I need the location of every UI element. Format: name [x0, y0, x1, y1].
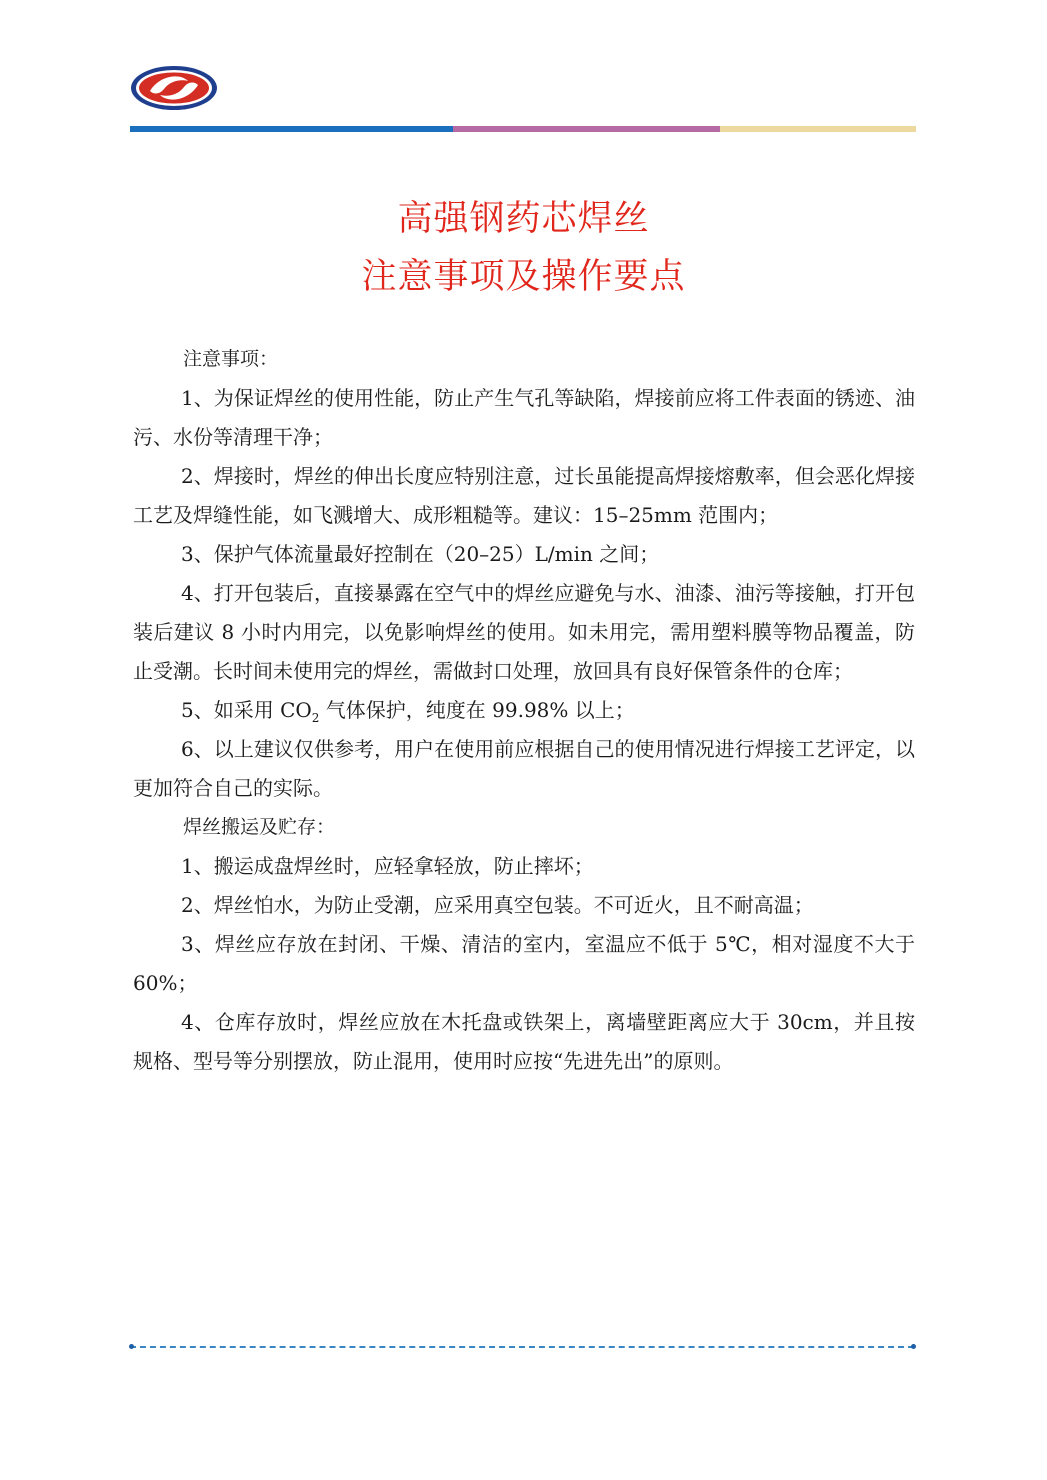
list-item: 4、打开包装后，直接暴露在空气中的焊丝应避免与水、油漆、油污等接触，打开包装后建议 8 小时内用完，以免影响焊丝的使用。如未用完，需用塑料膜等物品覆盖，防止受潮。长时间未使用完的焊丝，需做封口处理，放回具有良好保管条件的仓库；	[133, 581, 915, 683]
section-handling-storage	[133, 808, 915, 1081]
header-bar-beige-segment	[720, 126, 916, 132]
list-item: 2、焊丝怕水，为防止受潮，应采用真空包装。不可近火，且不耐高温；	[181, 893, 814, 917]
company-logo-icon	[130, 65, 218, 111]
list-item: 1、为保证焊丝的使用性能，防止产生气孔等缺陷，焊接前应将工件表面的锈迹、油污、水份等清理干净；	[133, 386, 915, 449]
footer-divider-dot-right	[911, 1344, 916, 1349]
header-bar-blue-segment	[130, 126, 453, 132]
document-body	[133, 340, 915, 1081]
list-item: 6、以上建议仅供参考，用户在使用前应根据自己的使用情况进行焊接工艺评定，以更加符合自己的实际。	[133, 737, 915, 800]
list-item: 2、焊接时，焊丝的伸出长度应特别注意，过长虽能提高焊接熔敷率，但会恶化焊接工艺及焊缝性能，如飞溅增大、成形粗糙等。建议：15–25mm 范围内；	[133, 464, 915, 527]
section-heading: 注意事项：	[183, 348, 279, 370]
section-precautions	[133, 340, 915, 808]
footer-divider-dot-left	[129, 1344, 134, 1349]
item-text-suffix: 气体保护，纯度在 99.98% 以上；	[319, 698, 635, 722]
list-item: 3、保护气体流量最好控制在（20–25）L/min 之间；	[181, 542, 660, 566]
item-text-prefix: 5、如采用 CO	[181, 698, 312, 722]
header-color-bar	[130, 126, 916, 132]
list-item	[133, 691, 915, 730]
footer-divider	[130, 1346, 914, 1348]
header-bar-purple-segment	[453, 126, 720, 132]
subscript: 2	[311, 711, 320, 725]
section-heading: 焊丝搬运及贮存：	[183, 816, 336, 838]
title-line-2: 注意事项及操作要点	[361, 257, 686, 297]
list-item: 3、焊丝应存放在封闭、干燥、清洁的室内，室温应不低于 5℃，相对湿度不大于 60%；	[133, 932, 915, 995]
list-item: 1、搬运成盘焊丝时，应轻拿轻放，防止摔坏；	[181, 854, 594, 878]
document-title	[0, 190, 1047, 306]
title-line-1: 高强钢药芯焊丝	[397, 199, 650, 239]
list-item: 4、仓库存放时，焊丝应放在木托盘或铁架上，离墙壁距离应大于 30cm，并且按规格、型号等分别摆放，防止混用，使用时应按“先进先出”的原则。	[133, 1010, 915, 1073]
